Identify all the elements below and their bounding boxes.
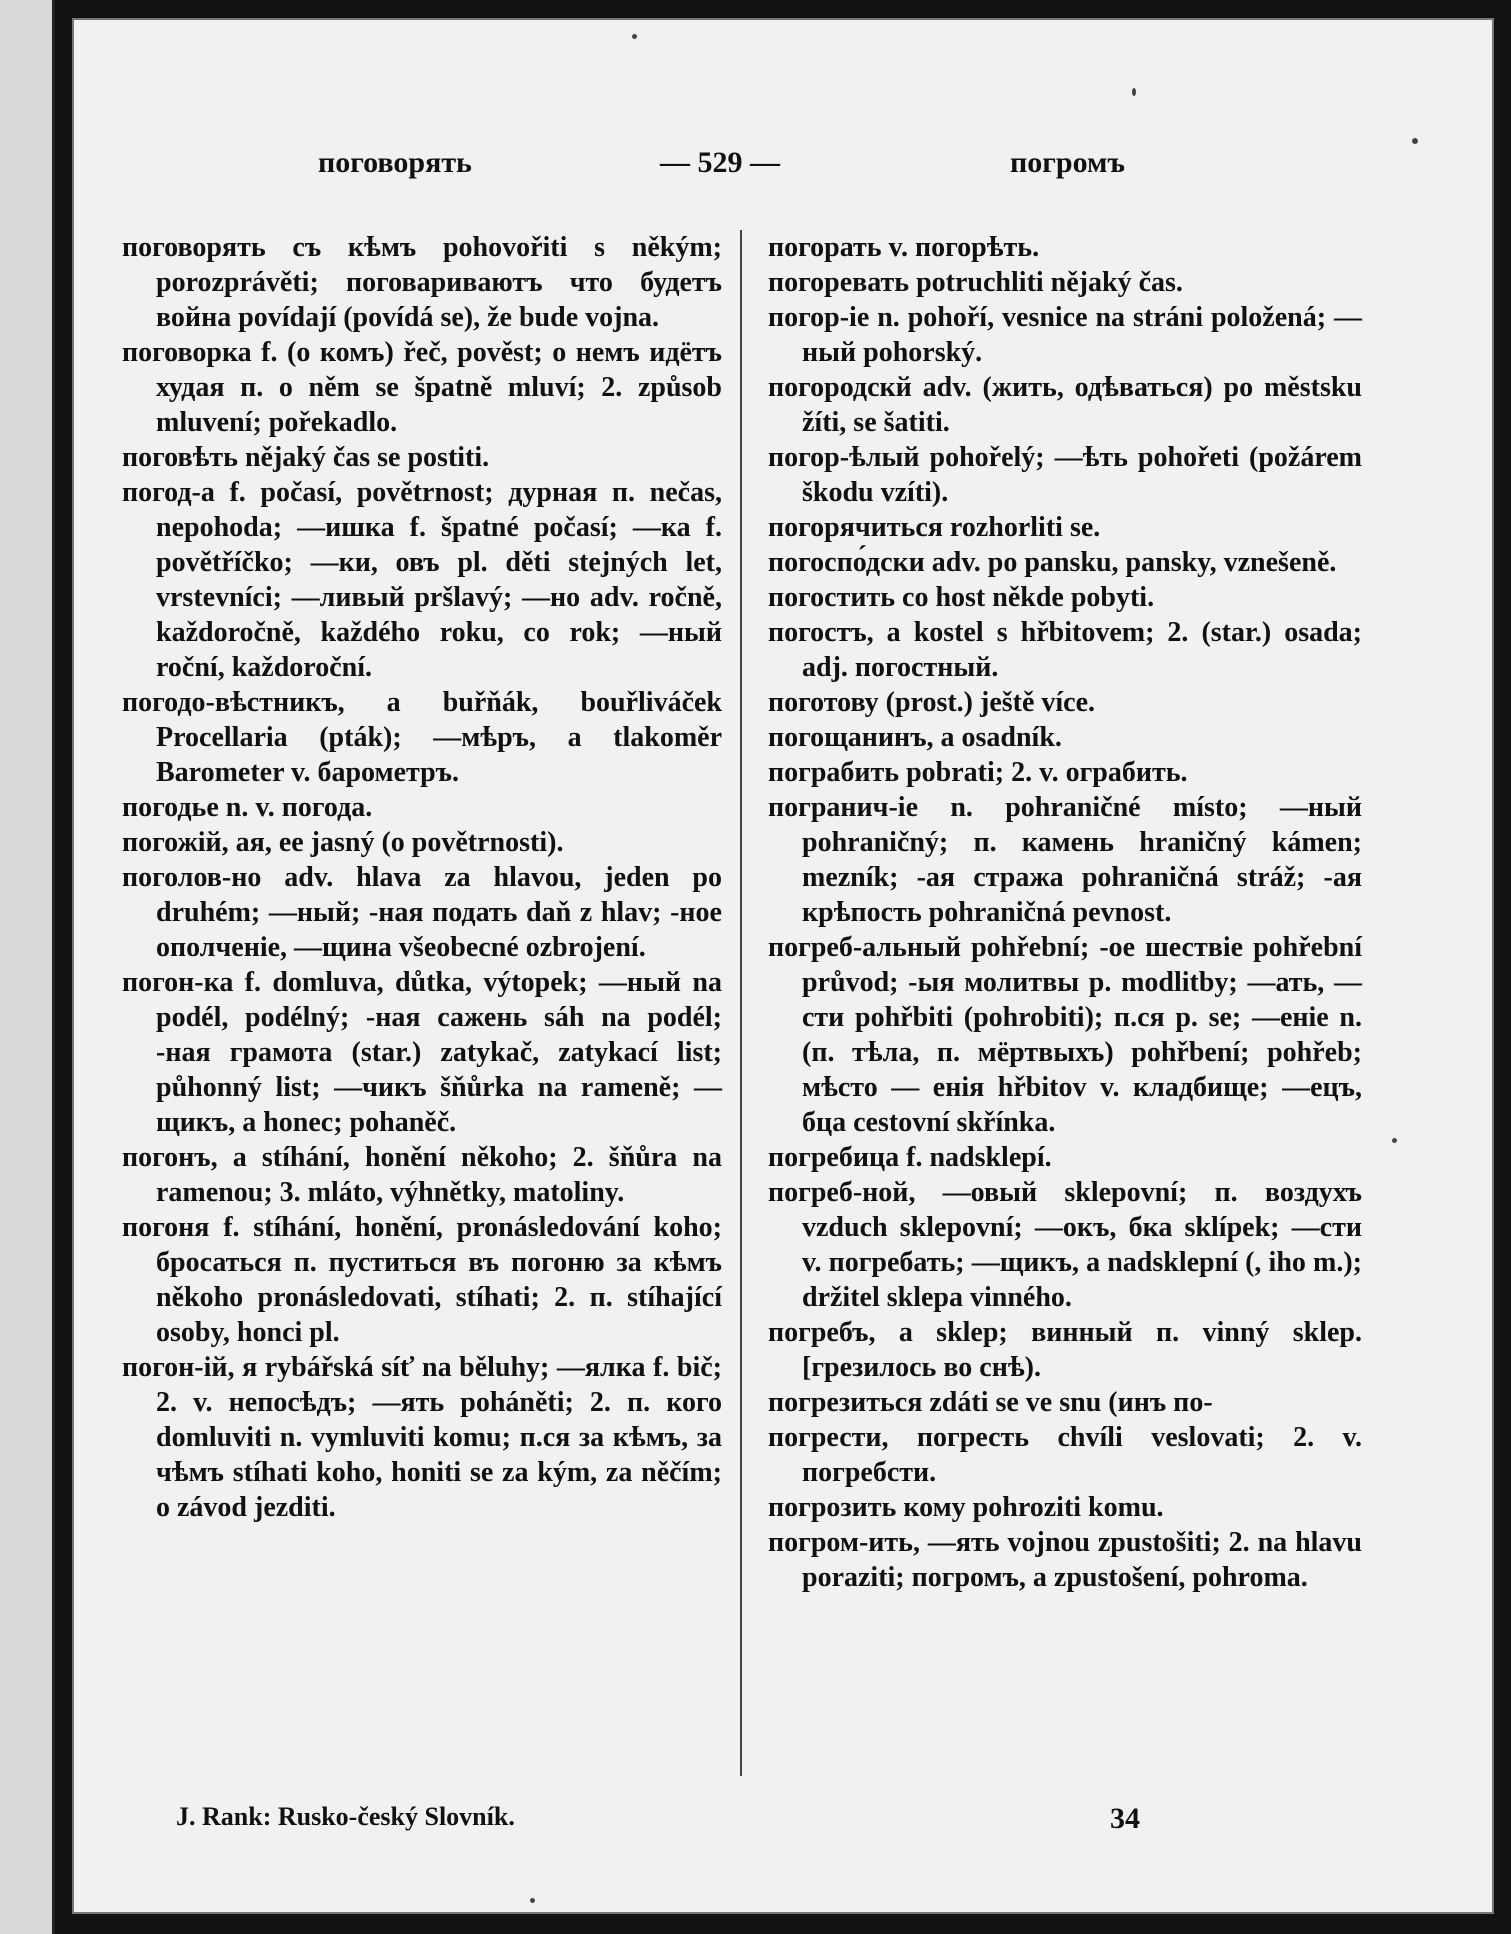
footer-sheet-number: 34: [1110, 1802, 1140, 1835]
dictionary-entry: погреб-ной, —овый sklepovní; п. воздухъ vzduch sklepovní; —окъ, бка sklípek; —сти v. погребать; —щикъ, a nadsklepní (, iho m.); držitel sklepa vinného.: [768, 1177, 1362, 1313]
dictionary-entry: погранич-ie n. pohraničné místo; —ный pohraničný; п. камень hraničný kámen; mezník; -ая стража pohraničná stráž; -ая крѣпость pohraničná pevnost.: [768, 792, 1362, 928]
dictionary-entry: поговорять съ кѣмъ pohovořiti s někým; porozprávěti; поговариваютъ что будетъ война povídají (povídá se), že bude vojna.: [122, 232, 722, 333]
right-column: [768, 230, 1362, 1595]
dictionary-entry: погор-ѣлый pohořelý; —ѣть pohořeti (požárem škodu vzíti).: [768, 442, 1362, 508]
print-speck: [632, 34, 637, 39]
left-column: [122, 230, 722, 1525]
dictionary-entry: погорячиться rozhorliti se.: [768, 512, 1101, 543]
dictionary-entry: погоня f. stíhání, honění, pronásledování koho; бросаться п. пуститься въ погоню за кѣмъ někoho pronásledovati, stíhati; 2. п. stíhající osoby, honci pl.: [122, 1212, 722, 1348]
dictionary-entry: погребъ, a sklep; винный п. vinný sklep. [грезилось во снѣ).: [768, 1317, 1362, 1383]
print-speck: [1392, 1138, 1397, 1143]
footer-signature: J. Rank: Rusko-český Slovník.: [176, 1802, 515, 1831]
dictionary-entry: погреб-альный pohřební; -ое шествіе pohřební průvod; -ыя молитвы p. modlitby; —ать, —сти pohřbiti (pohrobiti); п.ся p. se; —еніе n. (п. тѣла, п. мёртвыхъ) pohřbení; pohřeb; мѣсто — енія hřbitov v. кладбище; —ецъ, бца cestovní skřínka.: [768, 932, 1362, 1138]
header-right-word: погромъ: [1010, 146, 1125, 179]
print-speck: [530, 1898, 535, 1903]
dictionary-entry: погорать v. погорѣть.: [768, 232, 1040, 263]
dictionary-entry: погостъ, a kostel s hřbitovem; 2. (star.) osada; adj. погостный.: [768, 617, 1362, 683]
dictionary-entry: погодо-вѣстникъ, a buřňák, bouřliváček Procellaria (pták); —мѣръ, a tlakoměr Barometer v. барометръ.: [122, 687, 722, 788]
dictionary-entry: поголов-но adv. hlava za hlavou, jeden po druhém; —ный; -ная подать daň z hlav; -ное ополченіе, —щина všeobecné ozbrojení.: [122, 862, 722, 963]
dictionary-entry: погородскй adv. (жить, одѣваться) po městsku žíti, se šatiti.: [768, 372, 1362, 438]
dictionary-entry: погрести, погресть chvíli veslovati; 2. v. погребсти.: [768, 1422, 1362, 1488]
dictionary-entry: погон-ка f. domluva, důtka, výtopek; —ный na podél, podélný; -ная сажень sáh na podél; -ная грамота (star.) zatykač, zatykací list; půhonný list; —чикъ šňůrka na rameně; —щикъ, a honec; pohaněč.: [122, 967, 722, 1138]
header-left-word: поговорять: [318, 146, 472, 179]
adjacent-page-edge: [0, 0, 55, 1934]
dictionary-entry: погонъ, a stíhání, honění někoho; 2. šňůra na ramenou; 3. mláto, výhnětky, matoliny.: [122, 1142, 722, 1208]
dictionary-page: [72, 18, 1494, 1914]
dictionary-entry: погостить co host někde pobyti.: [768, 582, 1155, 613]
dictionary-entry: погоспо́дски adv. po pansku, pansky, vznešeně.: [768, 547, 1337, 578]
dictionary-entry: погром-ить, —ять vojnou zpustošiti; 2. na hlavu poraziti; погромъ, a zpustošení, pohroma.: [768, 1527, 1362, 1593]
dictionary-entry: погодье n. v. погода.: [122, 792, 373, 823]
dictionary-entry: погожій, ая, ее jasný (o povětrnosti).: [122, 827, 564, 858]
dictionary-entry: погон-ій, я rybářská síť na běluhy; —ялка f. bič; 2. v. непосѣдъ; —ять poháněti; 2. п. кого domluviti n. vymluviti komu; п.ся за кѣмъ, за чѣмъ stíhati koho, honiti se za kým, za něčím; o závod jezditi.: [122, 1352, 722, 1523]
page-number: — 529 —: [660, 146, 780, 179]
dictionary-entry: поговѣть nějaký čas se postiti.: [122, 442, 490, 473]
column-divider: [740, 230, 742, 1776]
dictionary-entry: погоревать potruchliti nějaký čas.: [768, 267, 1183, 298]
dictionary-entry: поговорка f. (о комъ) řeč, pověst; o немъ идётъ худая п. o něm se špatně mluví; 2. způsob mluvení; pořekadlo.: [122, 337, 722, 438]
dictionary-entry: поготову (prost.) ještě více.: [768, 687, 1096, 718]
dictionary-entry: погрезиться zdáti se ve snu (инъ по-: [768, 1387, 1213, 1418]
dictionary-entry: погребица f. nadsklepí.: [768, 1142, 1052, 1173]
print-speck: [1412, 138, 1418, 144]
print-speck: [1132, 88, 1136, 96]
dictionary-entry: погрозить кому pohroziti komu.: [768, 1492, 1164, 1523]
dictionary-entry: пограбить pobrati; 2. v. ограбить.: [768, 757, 1188, 788]
dictionary-entry: погощанинъ, a osadník.: [768, 722, 1062, 753]
running-header: [72, 146, 1494, 190]
dictionary-entry: погод-а f. počasí, povětrnost; дурная п. nečas, nepohoda; —ишка f. špatné počasí; —ка f. povětříčko; —ки, овъ pl. děti stejných let, vrstevníci; —ливый pršlavý; —но adv. ročně, každoročně, každého roku, co rok; —ный roční, každoroční.: [122, 477, 722, 683]
dictionary-entry: погор-ie n. pohoří, vesnice na stráni položená; —ный pohorský.: [768, 302, 1362, 368]
